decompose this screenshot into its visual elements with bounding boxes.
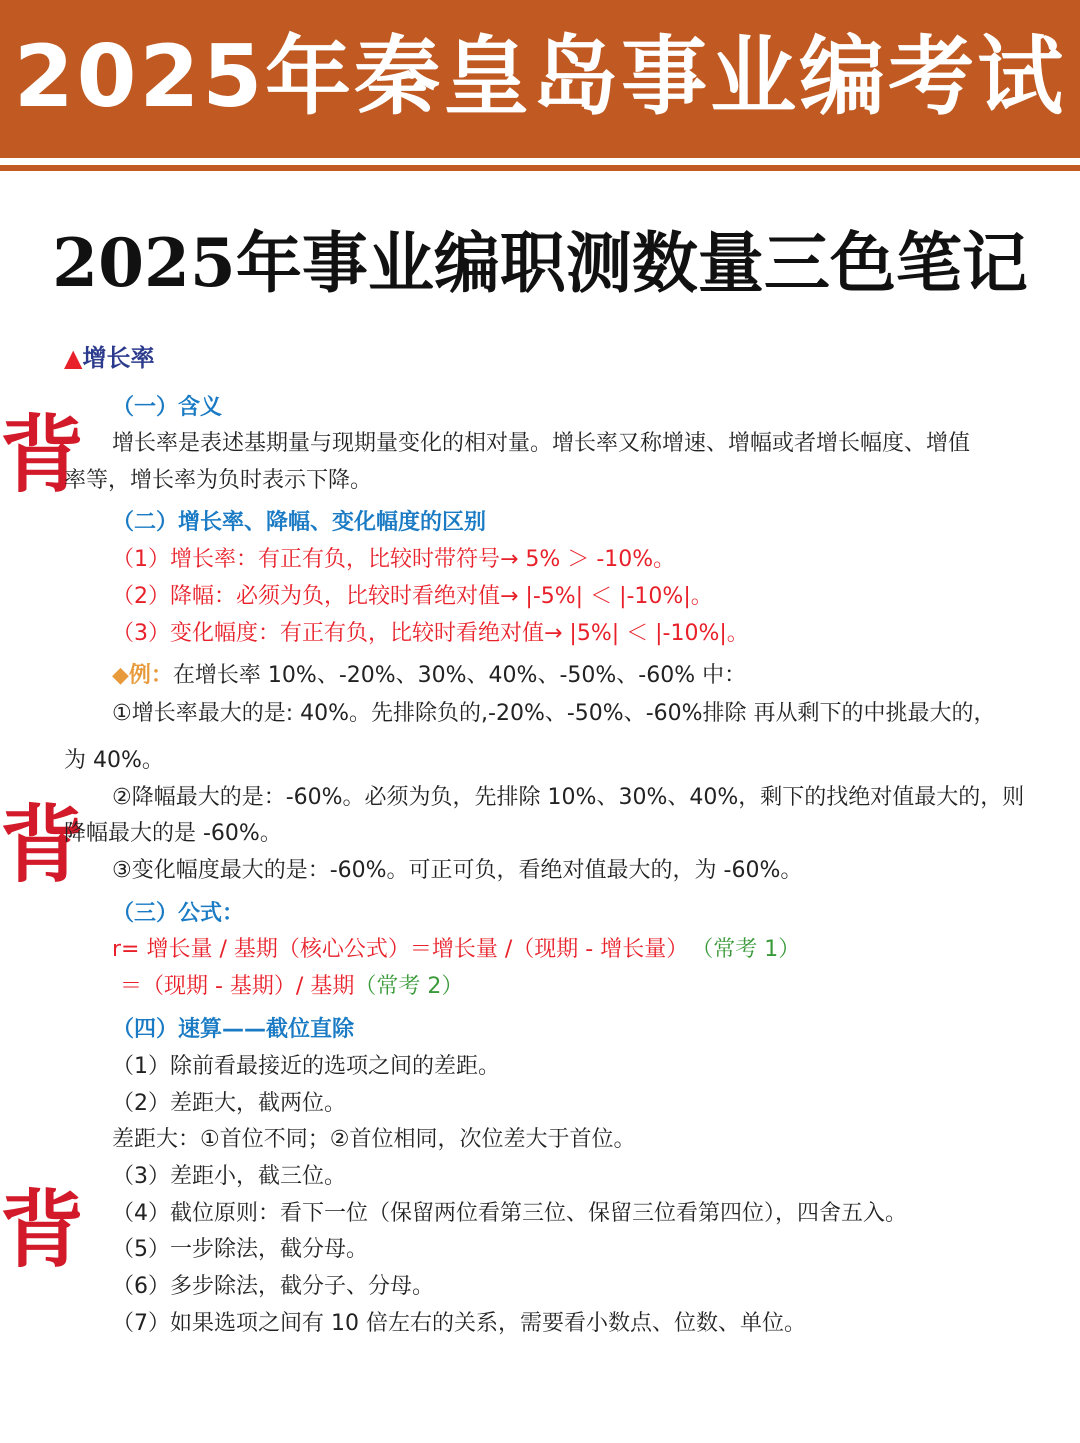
- meaning-text-2: 率等，增长率为负时表示下降。: [64, 468, 373, 493]
- banner-gap: [0, 158, 1080, 165]
- example-answer-2-cont: 降幅最大的是 -60%。: [64, 821, 282, 846]
- example-answer-1: ①增长率最大的是: 40%。先排除负的,-20%、-50%、-60%排除 再从剩下的中挑最大的，: [112, 701, 996, 726]
- quick-calc-item-6: （5）一步除法，截分母。: [112, 1237, 368, 1262]
- formula-2-note: （常考 2）: [354, 974, 464, 999]
- memorize-stamp-1: 背: [0, 405, 85, 504]
- difference-item-1: （1）增长率：有正有负，比较时带符号→ 5% ＞ -10%。: [112, 547, 676, 572]
- example-line: [112, 660, 746, 692]
- quick-calc-item-7: （6）多步除法，截分子、分母。: [112, 1274, 434, 1299]
- example-answer-3: ③变化幅度最大的是：-60%。可正可负，看绝对值最大的，为 -60%。: [112, 858, 803, 883]
- example-label: ◆例：: [112, 663, 173, 688]
- quick-calc-item-8: （7）如果选项之间有 10 倍左右的关系，需要看小数点、位数、单位。: [112, 1311, 806, 1336]
- subheading-difference: （二）增长率、降幅、变化幅度的区别: [112, 510, 487, 535]
- example-answer-1-cont: 为 40%。: [64, 748, 164, 773]
- subheading-meaning: （一）含义: [112, 395, 223, 420]
- quick-calc-item-2: （2）差距大，截两位。: [112, 1091, 346, 1116]
- quick-calc-item-5: （4）截位原则：看下一位（保留两位看第三位、保留三位看第四位），四舍五入。: [112, 1201, 907, 1226]
- formula-1-note: （常考 1）: [702, 937, 801, 962]
- example-answer-2: ②降幅最大的是：-60%。必须为负，先排除 10%、30%、40%，剩下的找绝对值最大的，则: [112, 785, 1025, 810]
- triangle-icon: ▲: [64, 344, 83, 372]
- subheading-quick-calc: （四）速算——截位直除: [112, 1017, 355, 1042]
- section-title: 增长率: [82, 344, 155, 372]
- title-banner: [0, 0, 1080, 158]
- formula-line-1: [112, 934, 800, 966]
- document-title: 2025年事业编职测数量三色笔记: [52, 224, 1028, 302]
- formula-1: r= 增长量 / 基期（核心公式）＝增长量 /（现期 - 增长量）: [112, 937, 689, 962]
- banner-title: 2025年秦皇岛事业编考试: [13, 27, 1067, 127]
- meaning-text-1: 增长率是表述基期量与现期量变化的相对量。增长率又称增速、增幅或者增长幅度、增值: [112, 431, 971, 456]
- section-heading: [64, 342, 154, 374]
- example-text: 在增长率 10%、-20%、30%、40%、-50%、-60% 中：: [172, 663, 747, 688]
- formula-2: ＝（现期 - 基期）/ 基期: [120, 974, 355, 999]
- formula-line-2: [120, 971, 463, 1003]
- banner-rule: [0, 165, 1080, 171]
- subheading-formula: （三）公式：: [112, 901, 245, 926]
- difference-item-2: （2）降幅：必须为负，比较时看绝对值→ |-5%| ＜ |-10%|。: [112, 584, 713, 609]
- difference-item-3: （3）变化幅度：有正有负，比较时看绝对值→ |5%| ＜ |-10%|。: [112, 621, 749, 646]
- quick-calc-item-4: （3）差距小，截三位。: [112, 1164, 346, 1189]
- memorize-stamp-3: 背: [0, 1180, 85, 1279]
- memorize-stamp-2: 背: [0, 795, 85, 894]
- quick-calc-item-3: 差距大：①首位不同；②首位相同，次位差大于首位。: [112, 1127, 636, 1152]
- quick-calc-item-1: （1）除前看最接近的选项之间的差距。: [112, 1054, 500, 1079]
